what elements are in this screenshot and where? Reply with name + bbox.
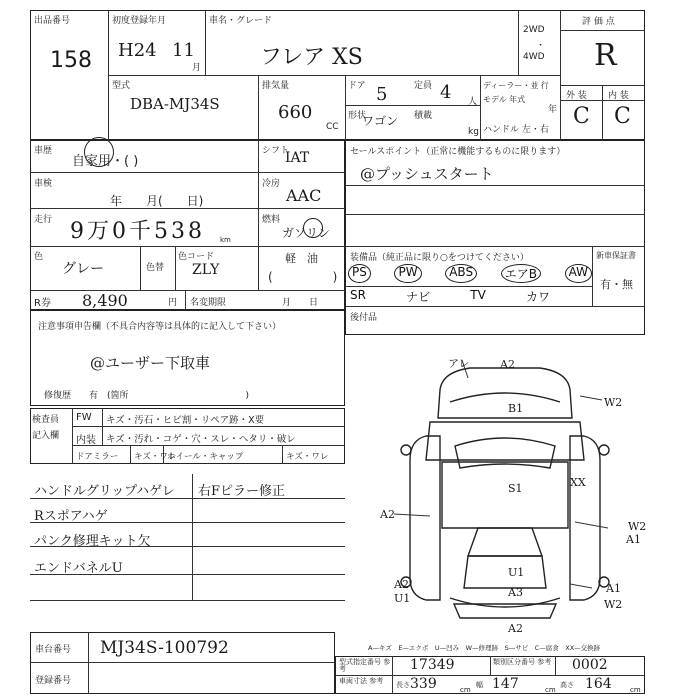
year-unit: 年 <box>548 105 558 115</box>
damage-mark: XX <box>570 476 586 489</box>
equipment-item: ナビ <box>406 290 431 304</box>
equipment-item: PS <box>348 264 371 283</box>
fuel-circle <box>303 218 323 238</box>
length-value: 339 <box>410 676 437 692</box>
damage-mark: A2 <box>394 578 409 591</box>
car-name-label: 車名・グレード <box>209 16 273 26</box>
ac-label: 冷房 <box>262 179 281 189</box>
damage-mark: W2 <box>604 396 623 409</box>
kg-unit: kg <box>468 127 479 137</box>
drive-2wd: 2WD <box>523 25 545 35</box>
model-value: DBA-MJ34S <box>130 95 220 113</box>
load-label: 積載 <box>414 111 433 121</box>
interior-label: 内 装 <box>608 91 629 101</box>
type-spec-value: 17349 <box>410 657 455 673</box>
category-label: 類別区分番号 参考 <box>493 658 552 666</box>
inspector-wheel-items: キズ・ワレ <box>286 452 329 462</box>
fuel-label: 燃料 <box>262 215 281 225</box>
sales-value: @プッシュスタート <box>360 165 494 183</box>
equipment-label: 装備品（純正品に限り○をつけてください） <box>350 253 529 263</box>
eval-score: R <box>594 38 617 73</box>
reg-year: H24 <box>118 40 157 61</box>
damage-mark: W2 <box>604 598 623 611</box>
inspector-label-2: 記入欄 <box>32 431 60 441</box>
inspector-interior: 内装 <box>76 435 96 446</box>
equipment-item: SR <box>350 288 366 302</box>
month-unit: 月 <box>192 63 202 73</box>
notes-value: @ユーザー下取車 <box>90 354 211 372</box>
inspector-interior-items: キズ・汚れ・コゲ・穴・スレ・ヘタリ・破レ <box>106 434 296 445</box>
price-value: 8,490 <box>82 291 128 310</box>
damage-mark: A2 <box>380 508 395 521</box>
doors-label: ドア <box>348 81 366 91</box>
damage-mark: A1 <box>606 582 621 595</box>
yen-unit: 円 <box>168 298 178 308</box>
eval-label: 評 価 点 <box>582 17 615 27</box>
remark-right-1: 右Fピラー修正 <box>198 484 286 499</box>
inspector-fw-items: キズ・汚石・ヒビ割・リペア跡・X要 <box>106 415 265 426</box>
length-label: 長さ <box>396 681 410 689</box>
reg-no-label: 登録番号 <box>35 676 72 686</box>
history-circle <box>84 137 114 167</box>
damage-mark: A3 <box>508 586 523 599</box>
inspection-value: 年 月( 日) <box>110 194 204 208</box>
lot-label: 出品番号 <box>34 16 71 26</box>
inspector-mirror-items: キズ・ワレ <box>134 452 177 462</box>
model-year-label: モデル 年式 <box>483 95 526 104</box>
height-value: 164 <box>585 676 612 692</box>
damage-mark: A2 <box>508 622 523 635</box>
displacement-label: 排気量 <box>262 81 290 91</box>
auction-sheet-page: 出品番号 158 初度登録年月 H24 11 月 車名・グレード フレア XS 2WD ・ 4WD 評 価 点 R 型式 DBA-MJ34S 排気量 660 CC ドア 5 定員 4 人 形状 ワゴン 積載 kg ディーラー・並 行 モデル 年式 年 ハンドル 左・右 外 装 内 装 C C 車歴 自家用・( ) シフト IAT 車検 年 月( 日) 冷房 AAC 走行 9万0千538 km 燃料 ガソリン 色 グレー 色替 色コード ZLY 軽 油 ( ) R券 8,490 円 名変期限 月 日 注意事項申告欄（不具合内容等は具体的に記入して下さい） @ユーザー下取車 修復歴 有 (箇所 ) 検査員 記入欄 FW キズ・汚石・ヒビ割・リペア跡・X要 内装 キズ・汚れ・コゲ・穴・スレ・ヘタリ・破レ ドアミラー キズ・ワレ ホイール・キャップ キズ・ワレ ハンドルグリップハゲレ Rスポアハゲ パンク修理キット欠 エンドバネルU 右Fピラー修正 セールスポイント（正常に機能するものに限ります） @プッシュスタート 装備品（純正品に限り○をつけてください） 新車保証書 有・無 PS PW ABS エアB AW SR ナビ TV カワ 後付品 アレ A2 B1 W2 XX S1 A2 W2 A1 U1 A2 U1 A3 A1 W2 A2 車台番号 MJ34S-100792 登録番号 A—キズ E—エクボ U—凹み W—修理跡 S—サビ C—腐食 XX—交換跡 型式指定番号 参考 17349 類別区分番号 参考 0002 車両寸法 参考 長さ 339 cm 幅 147 cm 高さ 164 cm <box>0 0 700 700</box>
color-label: 色 <box>34 252 44 262</box>
equipment-item: PW <box>394 264 421 283</box>
width-value: 147 <box>492 676 519 692</box>
shift-value: IAT <box>285 150 310 166</box>
remark-1: ハンドルグリップハゲレ <box>34 484 175 499</box>
damage-mark: アレ <box>448 357 470 370</box>
reg-month: 11 <box>172 40 195 61</box>
damage-mark: B1 <box>508 402 524 415</box>
new-car-warranty-label: 新車保証書 <box>596 251 636 260</box>
chassis-value: MJ34S-100792 <box>100 638 229 658</box>
body-label: 形状 <box>348 111 367 121</box>
history-label: 車歴 <box>34 146 53 156</box>
remark-2: Rスポアハゲ <box>34 509 108 524</box>
damage-mark: S1 <box>508 482 523 495</box>
ac-value: AAC <box>286 186 322 205</box>
lot-number: 158 <box>50 48 92 73</box>
dealer-label: ディーラー・並 行 <box>483 81 549 90</box>
interior-score: C <box>614 104 631 129</box>
afterparts-label: 後付品 <box>350 313 378 323</box>
equipment-row-1 <box>348 264 592 283</box>
mileage-value: 9万0千538 <box>70 219 205 244</box>
notes-label: 注意事項申告欄（不具合内容等は具体的に記入して下さい） <box>38 322 282 332</box>
inspection-label: 車検 <box>34 179 53 189</box>
handle-label: ハンドル 左・右 <box>483 125 549 135</box>
name-change-label: 名変期限 <box>190 298 227 308</box>
drive-4wd: 4WD <box>523 52 545 62</box>
name-change-value: 月 日 <box>282 298 319 308</box>
model-label: 型式 <box>112 81 131 91</box>
width-label: 幅 <box>476 681 483 689</box>
damage-mark: U1 <box>394 592 411 605</box>
chassis-label: 車台番号 <box>35 645 72 655</box>
dims-label: 車両寸法 参考 <box>339 677 384 685</box>
repaint-label: 色替 <box>146 263 165 273</box>
shift-label: シフト <box>262 146 290 156</box>
sales-label: セールスポイント（正常に機能するものに限ります） <box>350 147 566 157</box>
history-value: 自家用・( ) <box>72 154 139 169</box>
equipment-item: カワ <box>525 290 550 304</box>
fuel-extra: 軽 油 <box>285 252 318 265</box>
equipment-row-2 <box>350 288 550 305</box>
damage-legend: A—キズ E—エクボ U—凹み W—修理跡 S—サビ C—腐食 XX—交換跡 <box>368 644 601 652</box>
equipment-item: AW <box>565 264 592 283</box>
displacement-value: 660 <box>278 102 313 123</box>
reg-date-label: 初度登録年月 <box>112 16 167 26</box>
category-value: 0002 <box>572 657 608 673</box>
mileage-label: 走行 <box>34 215 53 225</box>
damage-mark: A1 <box>626 533 641 546</box>
car-name: フレア XS <box>260 45 363 70</box>
fuel-value: ガソリン <box>282 226 331 240</box>
remark-3: パンク修理キット欠 <box>34 534 151 549</box>
price-label: R券 <box>34 298 51 309</box>
color-value: グレー <box>62 261 104 277</box>
height-label: 高さ <box>560 681 574 689</box>
inspector-label-1: 検査員 <box>32 415 60 425</box>
equipment-item: ABS <box>445 264 477 283</box>
damage-mark: A2 <box>500 358 515 371</box>
equipment-item: エアB <box>501 264 541 283</box>
inspector-wheel: ホイール・キャップ <box>167 452 244 462</box>
remark-4: エンドバネルU <box>34 561 123 576</box>
cc-unit: CC <box>326 122 339 132</box>
person-unit: 人 <box>468 97 478 107</box>
equipment-item: TV <box>470 288 486 302</box>
capacity-value: 4 <box>440 82 452 103</box>
color-code-label: 色コード <box>178 252 215 262</box>
type-spec-label: 型式指定番号 参考 <box>339 658 391 673</box>
km-unit: km <box>220 236 231 244</box>
body-value: ワゴン <box>362 114 399 128</box>
doors-value: 5 <box>376 84 388 105</box>
color-code-value: ZLY <box>192 262 220 278</box>
exterior-label: 外 装 <box>566 91 587 101</box>
damage-mark: W2 <box>628 520 647 533</box>
inspector-mirror: ドアミラー <box>76 452 119 462</box>
new-car-warranty-value: 有・無 <box>600 278 633 291</box>
repair-label: 修復歴 有 (箇所 ) <box>44 391 250 401</box>
inspector-fw: FW <box>76 412 92 423</box>
exterior-score: C <box>573 104 590 129</box>
capacity-label: 定員 <box>414 81 433 91</box>
damage-mark: U1 <box>508 566 525 579</box>
